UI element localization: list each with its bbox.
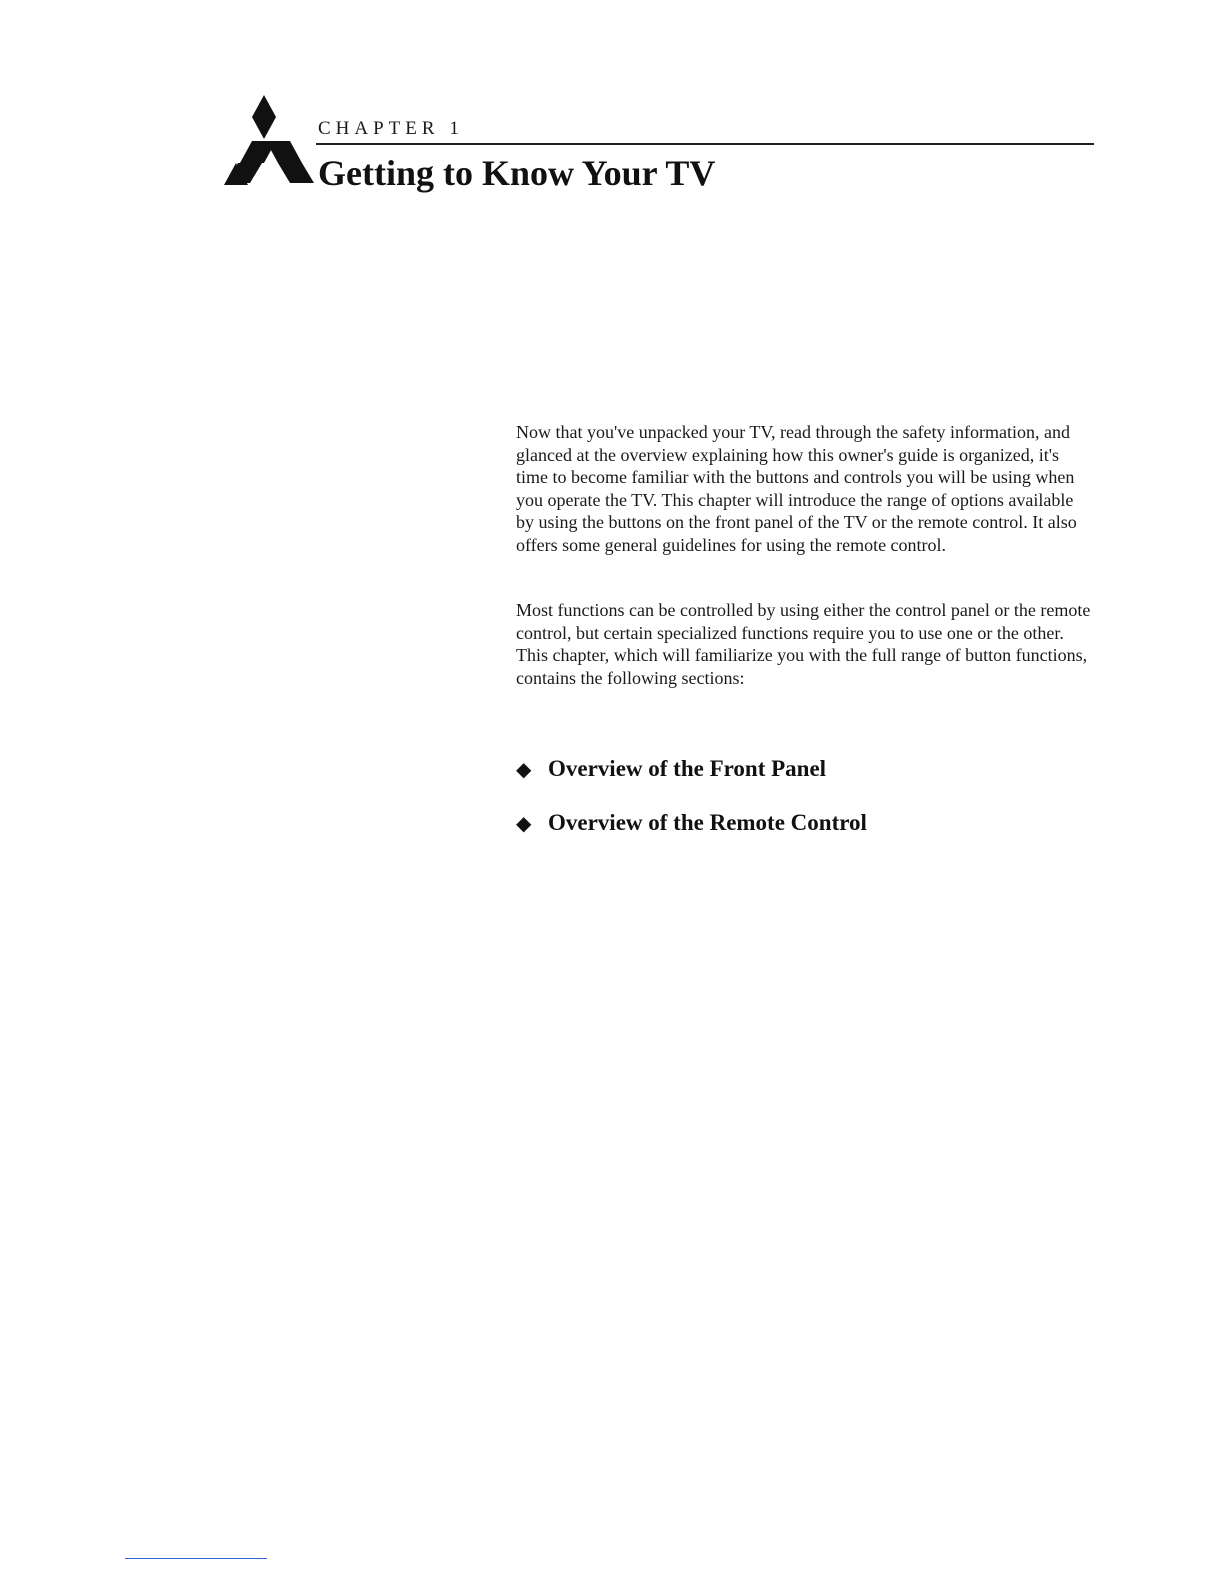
footnote-divider: [125, 1558, 267, 1559]
three-diamond-logo-icon: [222, 93, 318, 185]
chapter-label: CHAPTER 1: [318, 118, 464, 139]
section-link-front-panel[interactable]: [516, 754, 867, 784]
section-label: Overview of the Remote Control: [548, 810, 867, 835]
section-label: Overview of the Front Panel: [548, 756, 827, 781]
section-link-remote-control[interactable]: [516, 808, 867, 838]
diamond-bullet-icon: ◆: [516, 811, 532, 835]
intro-paragraph: Now that you've unpacked your TV, read through the safety information, and glanced at the overview explaining how this owner's guide is organized, it's time to become familiar with the buttons and controls you will be using when you operate the TV. This chapter will introduce the range of options available by using the buttons on the front panel of the TV or the remote control. It also offers some general guidelines for using the remote control.: [516, 422, 1077, 555]
chapter-title: Getting to Know Your TV: [318, 153, 716, 193]
sections-paragraph: Most functions can be controlled by using either the control panel or the remote control, but certain specialized functions require you to use one or the other. This chapter, which will familiarize you with the full range of button functions, contains the following sections:: [516, 600, 1091, 688]
diamond-bullet-icon: ◆: [516, 757, 532, 781]
section-list: [516, 754, 867, 862]
chapter-divider: [316, 143, 1094, 145]
